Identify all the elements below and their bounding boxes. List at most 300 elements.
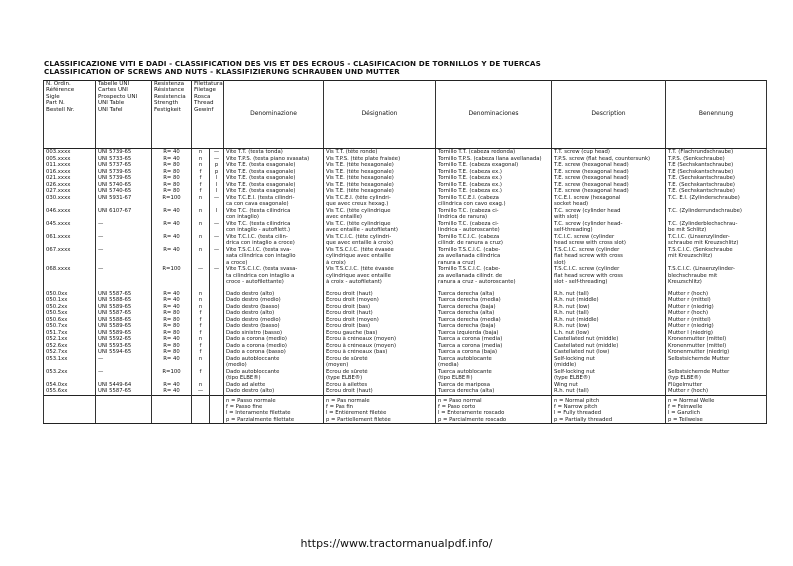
table-cell: Tuerca de mariposa bbox=[436, 382, 552, 389]
table-cell: à croix) bbox=[324, 260, 436, 267]
table-cell: R.h. nut (low) bbox=[552, 304, 666, 311]
table-cell: Tuerca a corona (media) bbox=[436, 343, 552, 350]
table-cell: n = Normal Welle bbox=[666, 395, 767, 404]
table-cell: f bbox=[192, 349, 210, 356]
table-cell: — bbox=[192, 266, 210, 273]
table-cell: Dado destro (medio) bbox=[224, 317, 324, 324]
table-cell: R= 80 bbox=[152, 162, 192, 169]
table-cell: f bbox=[192, 175, 210, 182]
table-cell: Dado destro (alto) bbox=[224, 388, 324, 395]
table-cell: za avellanada cilíndr. de bbox=[436, 273, 552, 280]
table-cell: Ecrou droit (bas) bbox=[324, 323, 436, 330]
table-cell: Ecrou droit (moyen) bbox=[324, 317, 436, 324]
table-cell: n = Passo normale bbox=[224, 395, 324, 404]
table-cell: líndrica de ranura) bbox=[436, 214, 552, 221]
table-cell: UNI 5589-65 bbox=[96, 304, 152, 311]
table-cell: head screw with cross slot) bbox=[552, 240, 666, 247]
header-line: UNI Tafel bbox=[98, 106, 123, 113]
table-cell: p = Parzialmente filettate bbox=[224, 417, 324, 424]
table-cell: Tornillo T.E. (cabeza exagonal) bbox=[436, 162, 552, 169]
table-cell: 067.xxxx bbox=[44, 247, 96, 254]
table-cell: Self-locking nut bbox=[552, 356, 666, 363]
table-cell: 016.xxxx bbox=[44, 169, 96, 176]
table-cell: Kronenmutter (niedrig) bbox=[666, 349, 767, 356]
table-cell: f bbox=[192, 169, 210, 176]
table-cell: — bbox=[96, 221, 152, 228]
table-cell bbox=[152, 417, 192, 424]
table-cell: flat head screw with cross bbox=[552, 273, 666, 280]
header-line: Resistenza bbox=[154, 81, 185, 87]
table-cell: R.h. nut (low) bbox=[552, 323, 666, 330]
table-cell: Ecrou de sûreté bbox=[324, 356, 436, 363]
table-cell: R= 40 bbox=[152, 304, 192, 311]
table-cell: be mit Schlitz) bbox=[666, 227, 767, 234]
table-cell: Castellated nut (middle) bbox=[552, 336, 666, 343]
header-line: Strength bbox=[154, 100, 179, 107]
table-cell: Vite T.P.S. (testa piano svasata) bbox=[224, 156, 324, 163]
header-line: Thread bbox=[194, 100, 214, 107]
table-cell: R= 80 bbox=[152, 310, 192, 317]
table-cell: Vis T.C.E.I. (tête cylindri- bbox=[324, 195, 436, 202]
table-cell: Ecrou à créneaux (moyen) bbox=[324, 343, 436, 350]
table-cell: 050.1xx bbox=[44, 297, 96, 304]
table-cell: Selbstsichernde Mutter bbox=[666, 369, 767, 376]
table-cell: Vite T.E. (testa esagonale) bbox=[224, 169, 324, 176]
table-cell: UNI 5931-67 bbox=[96, 195, 152, 202]
table-cell: — bbox=[210, 247, 224, 254]
table-cell: UNI 5594-65 bbox=[96, 349, 152, 356]
table-cell bbox=[192, 395, 210, 404]
table-cell: — bbox=[210, 221, 224, 228]
table-cell: T.E. screw (hexagonal head) bbox=[552, 162, 666, 169]
table-cell: n bbox=[192, 304, 210, 311]
table-cell: T.E. screw (hexagonal head) bbox=[552, 175, 666, 182]
table-cell: Ecrou droit (haut) bbox=[324, 291, 436, 298]
table-cell: Kronenmutter (mittel) bbox=[666, 343, 767, 350]
table-cell: (type ELBE®) bbox=[324, 375, 436, 382]
table-cell: Tuerca derecha (media) bbox=[436, 297, 552, 304]
table-cell: Vite T.C. (testa cilindrica bbox=[224, 221, 324, 228]
table-cell: Dado a corona (medio) bbox=[224, 336, 324, 343]
table-cell: Kronenmutter (mittel) bbox=[666, 336, 767, 343]
table-cell: n bbox=[192, 162, 210, 169]
table-cell: UNI 5740-65 bbox=[96, 182, 152, 189]
table-cell: l = Interamente filettate bbox=[224, 410, 324, 417]
header-line: Cartes UNI bbox=[98, 87, 128, 94]
table-cell: R.h. nut (middle) bbox=[552, 317, 666, 324]
table-cell: T.E. (Sechskantschraube) bbox=[666, 188, 767, 195]
table-cell: blechschraube mit bbox=[666, 273, 767, 280]
table-cell: l = Ganzlich bbox=[666, 410, 767, 417]
table-cell: n bbox=[192, 208, 210, 215]
table-cell: p = Parcialmente roscado bbox=[436, 417, 552, 424]
table-cell: T.S.C.I.C. (Linsenzylinder- bbox=[666, 266, 767, 273]
table-cell: (moyen) bbox=[324, 362, 436, 369]
table-cell: 061.xxxx bbox=[44, 234, 96, 241]
table-cell: T.T. (Flachrundschraube) bbox=[666, 149, 767, 156]
table-cell: R= 40 bbox=[152, 382, 192, 389]
table-cell: Vis T.E. (tête hexagonale) bbox=[324, 162, 436, 169]
table-cell: R=100 bbox=[152, 195, 192, 202]
table-cell: Tuerca derecha (alta) bbox=[436, 310, 552, 317]
table-cell: Mutter r (mittel) bbox=[666, 297, 767, 304]
table-cell: flat head screw with cross bbox=[552, 253, 666, 260]
table-cell: f = Feinwelle bbox=[666, 404, 767, 411]
table-cell: Vite T.C.E.I. (testa cilindri- bbox=[224, 195, 324, 202]
table-cell: Dado ad alette bbox=[224, 382, 324, 389]
table-cell: l = Fully threaded bbox=[552, 410, 666, 417]
table-cell bbox=[192, 417, 210, 424]
table-cell bbox=[96, 395, 152, 404]
classification-table bbox=[43, 80, 767, 424]
table-cell: Vis T.T. (tête ronde) bbox=[324, 149, 436, 156]
table-cell: mit Kreuzschlitz) bbox=[666, 253, 767, 260]
table-cell: Tuerca derecha (baja) bbox=[436, 304, 552, 311]
legend-row bbox=[44, 395, 767, 404]
header-line: Sigle bbox=[46, 93, 60, 100]
table-cell: T.T. screw (cup head) bbox=[552, 149, 666, 156]
table-cell: 055.6xx bbox=[44, 388, 96, 395]
table-cell: R=100 bbox=[152, 266, 192, 273]
table-cell: 068.xxxx bbox=[44, 266, 96, 273]
table-cell: l bbox=[210, 208, 224, 215]
header-strength bbox=[152, 81, 192, 149]
table-cell: f = Pas fin bbox=[324, 404, 436, 411]
table-cell: Dado a corona (medio) bbox=[224, 343, 324, 350]
table-cell: Vite T.E. (testa esagonale) bbox=[224, 162, 324, 169]
table-cell: T.C. screw (cylinder head bbox=[552, 208, 666, 215]
table-cell: Vite T.S.C.I.C. (testa sva- bbox=[224, 247, 324, 254]
table-cell: T.C. (Zylinderblechschrau- bbox=[666, 221, 767, 228]
header-line: Bestell Nr. bbox=[46, 106, 75, 113]
table-cell: UNI 5737-65 bbox=[96, 162, 152, 169]
table-cell: slot - self-threading) bbox=[552, 279, 666, 286]
table-cell: f = Paso corto bbox=[436, 404, 552, 411]
table-cell: Vis T.E. (tête hexagonale) bbox=[324, 182, 436, 189]
table-cell: Flügelmutter bbox=[666, 382, 767, 389]
table-cell: Selbstsichernde Mutter bbox=[666, 356, 767, 363]
table-cell: f bbox=[192, 310, 210, 317]
table-cell: T.E. screw (hexagonal head) bbox=[552, 182, 666, 189]
table-cell: p = Teilweise bbox=[666, 417, 767, 424]
table-body bbox=[44, 149, 767, 424]
header-line: Résistance bbox=[154, 87, 185, 94]
table-cell: Ecrou droit (moyen) bbox=[324, 297, 436, 304]
table-cell: 054.0xx bbox=[44, 382, 96, 389]
header-line: Gewinf bbox=[194, 106, 214, 113]
table-cell bbox=[210, 388, 224, 395]
table-cell: UNI 5740-65 bbox=[96, 188, 152, 195]
header-line: Rosca bbox=[194, 93, 211, 100]
header-description: Description bbox=[552, 81, 666, 149]
table-cell: a croce) bbox=[224, 260, 324, 267]
table-cell: f bbox=[192, 182, 210, 189]
table-cell: cylindrique avec entaille bbox=[324, 253, 436, 260]
title-line-2: CLASSIFICATION OF SCREWS AND NUTS - KLASSIFIZIERUNG SCHRAUBEN UND MUTTER bbox=[44, 67, 400, 76]
table-cell bbox=[96, 417, 152, 424]
table-cell: croce - autofilettante) bbox=[224, 279, 324, 286]
table-row bbox=[44, 388, 767, 395]
table-cell: Tuerca derecha (alta) bbox=[436, 291, 552, 298]
table-cell: 052.7xx bbox=[44, 349, 96, 356]
table-cell: n bbox=[192, 234, 210, 241]
table-cell: l bbox=[210, 182, 224, 189]
table-cell: R= 40 bbox=[152, 208, 192, 215]
table-cell: schraube mit Kreuzschlitz) bbox=[666, 240, 767, 247]
table-cell: UNI 5739-65 bbox=[96, 149, 152, 156]
header-line: Resistencia bbox=[154, 93, 186, 100]
table-cell: Vite T.T. (testa tonda) bbox=[224, 149, 324, 156]
table-cell: que avec creux hexag.) bbox=[324, 201, 436, 208]
table-cell: Ecrou droit (bas) bbox=[324, 304, 436, 311]
table-cell: f bbox=[192, 323, 210, 330]
table-cell: Tuerca a corona (media) bbox=[436, 336, 552, 343]
table-cell: R= 80 bbox=[152, 349, 192, 356]
table-cell: Dado destro (basso) bbox=[224, 304, 324, 311]
header-line: UNI Table bbox=[98, 100, 125, 107]
table-cell: Ecrou à ailettes bbox=[324, 382, 436, 389]
header-line: Référence bbox=[46, 87, 75, 94]
table-cell: Vis T.C. (tête cylindrique bbox=[324, 221, 436, 228]
table-row bbox=[44, 417, 767, 424]
table-cell bbox=[44, 395, 96, 404]
table-cell: UNI 5588-65 bbox=[96, 297, 152, 304]
table-cell: Wing nut bbox=[552, 382, 666, 389]
table-cell: Mutter r (hoch) bbox=[666, 310, 767, 317]
table-cell: n bbox=[192, 336, 210, 343]
table-cell: R= 40 bbox=[152, 149, 192, 156]
table-cell: n bbox=[192, 247, 210, 254]
table-cell: R= 40 bbox=[152, 388, 192, 395]
table-cell: f bbox=[192, 317, 210, 324]
table-cell bbox=[210, 395, 224, 404]
table-cell: n bbox=[192, 382, 210, 389]
table-cell: Self-locking nut bbox=[552, 369, 666, 376]
table-cell: Vis T.S.C.I.C. (tête évasée bbox=[324, 247, 436, 254]
table-cell: Ecrou à créneaux (bas) bbox=[324, 349, 436, 356]
table-cell: ranura a cruz) bbox=[436, 260, 552, 267]
table-cell: Kreuzschlitz) bbox=[666, 279, 767, 286]
table-cell: Tuerca derecha (media) bbox=[436, 317, 552, 324]
table-cell: 053.2xx bbox=[44, 369, 96, 376]
table-cell: R= 40 bbox=[152, 221, 192, 228]
table-cell: Mutter l (niedrig) bbox=[666, 330, 767, 337]
table-cell: ranura a cruz - autoroscante) bbox=[436, 279, 552, 286]
table-cell: 030.xxxx bbox=[44, 195, 96, 202]
table-cell: (medio) bbox=[224, 362, 324, 369]
table-cell: R= 40 bbox=[152, 336, 192, 343]
table-cell: n = Pas normale bbox=[324, 395, 436, 404]
table-cell: (tipo ELBE®) bbox=[224, 375, 324, 382]
table-cell: l = Entièrement filetée bbox=[324, 410, 436, 417]
table-cell: T.E. screw (hexagonal head) bbox=[552, 169, 666, 176]
table-cell: UNI 5588-65 bbox=[96, 317, 152, 324]
table-cell: Tornillo T.P.S. (cabeza llana avellanada) bbox=[436, 156, 552, 163]
table-cell: 050.0xx bbox=[44, 291, 96, 298]
table-cell: Mutter r (niedrig) bbox=[666, 304, 767, 311]
table-cell: Ecrou à créneaux (moyen) bbox=[324, 336, 436, 343]
table-cell: — bbox=[210, 149, 224, 156]
table-cell: Vis T.E. (tête hexagonale) bbox=[324, 188, 436, 195]
table-cell: UNI 5739-65 bbox=[96, 175, 152, 182]
table-cell: Tornillo T.T. (cabeza redonda) bbox=[436, 149, 552, 156]
table-cell: 050.5xx bbox=[44, 310, 96, 317]
table-cell: 046.xxxx bbox=[44, 208, 96, 215]
header-line: Filettatura bbox=[194, 81, 223, 87]
table-cell: R= 40 bbox=[152, 247, 192, 254]
table-cell: cylindrique avec entaille bbox=[324, 273, 436, 280]
table-cell: R= 80 bbox=[152, 182, 192, 189]
table-cell: Tornillo T.C. (cabeza ci- bbox=[436, 208, 552, 215]
table-cell: UNI 5589-65 bbox=[96, 330, 152, 337]
table-cell: Vis T.S.C.I.C. (tête évasée bbox=[324, 266, 436, 273]
table-cell: Vite T.S.C.I.C. (testa svasa- bbox=[224, 266, 324, 273]
table-cell: 050.2xx bbox=[44, 304, 96, 311]
table-cell: T.E. screw (hexagonal head) bbox=[552, 188, 666, 195]
table-cell: (typ ELBE®) bbox=[666, 375, 767, 382]
table-cell: Tornillo T.E. (cabeza ex.) bbox=[436, 175, 552, 182]
table-cell: Dado autobloccante bbox=[224, 369, 324, 376]
table-cell: 011.xxxx bbox=[44, 162, 96, 169]
table-cell: (middle) bbox=[552, 362, 666, 369]
table-cell: T.C.I.C. screw (cylinder bbox=[552, 234, 666, 241]
table-cell: R.h. nut (tall) bbox=[552, 291, 666, 298]
table-cell: T.E. (Sechskantschraube) bbox=[666, 175, 767, 182]
table-cell: líndrica - autoroscante) bbox=[436, 227, 552, 234]
table-cell: T.E (Sechskantschraube) bbox=[666, 162, 767, 169]
table-cell: Tuerca autoblocante bbox=[436, 369, 552, 376]
table-cell: 052.6xx bbox=[44, 343, 96, 350]
table-cell: Mutter r (niedrig) bbox=[666, 323, 767, 330]
table-cell: R.h. nut (tall) bbox=[552, 388, 666, 395]
table-cell: n bbox=[192, 291, 210, 298]
header-line: Tabelle UNI bbox=[98, 81, 130, 87]
table-cell: R.h. nut (middle) bbox=[552, 297, 666, 304]
table-cell: socket head) bbox=[552, 201, 666, 208]
table-cell: n bbox=[192, 149, 210, 156]
table-cell: Vite T.C.I.C. (testa cilin- bbox=[224, 234, 324, 241]
table-cell: f bbox=[192, 369, 210, 376]
table-cell: Mutter r (hoch) bbox=[666, 388, 767, 395]
table-cell: p = Partiellement filetée bbox=[324, 417, 436, 424]
table-cell: l bbox=[210, 188, 224, 195]
table-cell: slot) bbox=[552, 260, 666, 267]
table-cell: Ecrou droit (haut) bbox=[324, 310, 436, 317]
table-cell: 051.7xx bbox=[44, 330, 96, 337]
header-line: Prospecto UNI bbox=[98, 93, 138, 100]
table-cell: UNI 5587-65 bbox=[96, 310, 152, 317]
title-block bbox=[44, 60, 764, 76]
table-cell: R=100 bbox=[152, 369, 192, 376]
table-cell: with slot) bbox=[552, 214, 666, 221]
table-cell: T.P.S. screw (flat head, countersunk) bbox=[552, 156, 666, 163]
table-cell: T.P.S. (Senkschraube) bbox=[666, 156, 767, 163]
table-cell: à croix - autofiletant) bbox=[324, 279, 436, 286]
header-uni-table bbox=[96, 81, 152, 149]
table-cell: — bbox=[96, 356, 152, 363]
table-cell: Dado destro (alto) bbox=[224, 310, 324, 317]
table-cell: UNI 6107-67 bbox=[96, 208, 152, 215]
table-cell: R= 40 bbox=[152, 356, 192, 363]
footer-url[interactable]: https://www.tractormanualpdf.info/ bbox=[300, 537, 493, 550]
table-cell: Tornillo T.C.I.C. (cabeza bbox=[436, 234, 552, 241]
table-cell: Dado autobloccante bbox=[224, 356, 324, 363]
table-cell: R= 80 bbox=[152, 317, 192, 324]
table-cell: Castellated nut (low) bbox=[552, 349, 666, 356]
table-cell: Ecrou droit (haut) bbox=[324, 388, 436, 395]
table-cell: f = Passo fine bbox=[224, 404, 324, 411]
table-cell: (media) bbox=[436, 362, 552, 369]
table-cell: UNI 5592-65 bbox=[96, 336, 152, 343]
table-cell: UNI 5449-64 bbox=[96, 382, 152, 389]
table-cell: 050.6xx bbox=[44, 317, 96, 324]
table-cell: UNI 5587-65 bbox=[96, 388, 152, 395]
table-cell: n bbox=[192, 156, 210, 163]
table-cell: Vite T.E. (testa esagonale) bbox=[224, 188, 324, 195]
table-cell: self-threading) bbox=[552, 227, 666, 234]
table-cell: p bbox=[210, 169, 224, 176]
table-cell: — bbox=[210, 266, 224, 273]
table-cell: f bbox=[192, 343, 210, 350]
table-cell: Mutter r (hoch) bbox=[666, 291, 767, 298]
table-cell: T.C. E.I. (Zylinderschraube) bbox=[666, 195, 767, 202]
table-cell: n bbox=[192, 356, 210, 363]
table-cell: f bbox=[192, 330, 210, 337]
table-cell: Castellated nut (middle) bbox=[552, 343, 666, 350]
table-cell: 053.1xx bbox=[44, 356, 96, 363]
header-denominazione: Denominazione bbox=[224, 81, 324, 149]
table-cell bbox=[210, 417, 224, 424]
table-cell: 005.xxxx bbox=[44, 156, 96, 163]
table-cell: 003.xxxx bbox=[44, 149, 96, 156]
table-cell: n = Normal pitch bbox=[552, 395, 666, 404]
table-cell: T.C.I.C. (Linsenzylinder- bbox=[666, 234, 767, 241]
table-cell: cilíndr. de ranura a cruz) bbox=[436, 240, 552, 247]
table-cell: UNI 5739-65 bbox=[96, 169, 152, 176]
table-cell: 050.7xx bbox=[44, 323, 96, 330]
table-cell: R= 80 bbox=[152, 330, 192, 337]
table-cell: Vite T.E. (testa esagonale) bbox=[224, 182, 324, 189]
table-cell: za avellanada cilíndrica bbox=[436, 253, 552, 260]
table-cell: 027.xxxx bbox=[44, 188, 96, 195]
header-line: Filetage bbox=[194, 87, 216, 94]
header-line: Festigkeit bbox=[154, 106, 181, 113]
table-cell: UNI 5733-65 bbox=[96, 156, 152, 163]
table-cell: Vite T.C. (testa cilindrica bbox=[224, 208, 324, 215]
table-cell: ta cilindrica con intaglio a bbox=[224, 273, 324, 280]
table-cell: Ecrou gauche (bas) bbox=[324, 330, 436, 337]
table-cell: R= 80 bbox=[152, 343, 192, 350]
table-cell: L.h. nut (low) bbox=[552, 330, 666, 337]
table-cell: cilíndrica con cavo exag.) bbox=[436, 201, 552, 208]
table-cell: Tornillo T.E. (cabeza ex.) bbox=[436, 169, 552, 176]
table-cell: R= 40 bbox=[152, 297, 192, 304]
table-cell: — bbox=[210, 156, 224, 163]
table-cell: Vis T.C.I.C. (tête cylindri- bbox=[324, 234, 436, 241]
table-cell: drica con intaglio a croce) bbox=[224, 240, 324, 247]
table-cell: Vis T.E. (tête hexagonale) bbox=[324, 169, 436, 176]
header-part-number bbox=[44, 81, 96, 149]
table-cell: Dado destro (basso) bbox=[224, 323, 324, 330]
table-cell: UNI 5587-65 bbox=[96, 291, 152, 298]
table-cell: p bbox=[210, 162, 224, 169]
header-row bbox=[44, 81, 767, 149]
table-cell: — bbox=[96, 369, 152, 376]
table-cell: Tornillo T.E. (cabeza ex.) bbox=[436, 182, 552, 189]
table-cell: avec entaille - autofiletant) bbox=[324, 227, 436, 234]
table-cell: p = Partially threaded bbox=[552, 417, 666, 424]
table-cell: R= 80 bbox=[152, 169, 192, 176]
